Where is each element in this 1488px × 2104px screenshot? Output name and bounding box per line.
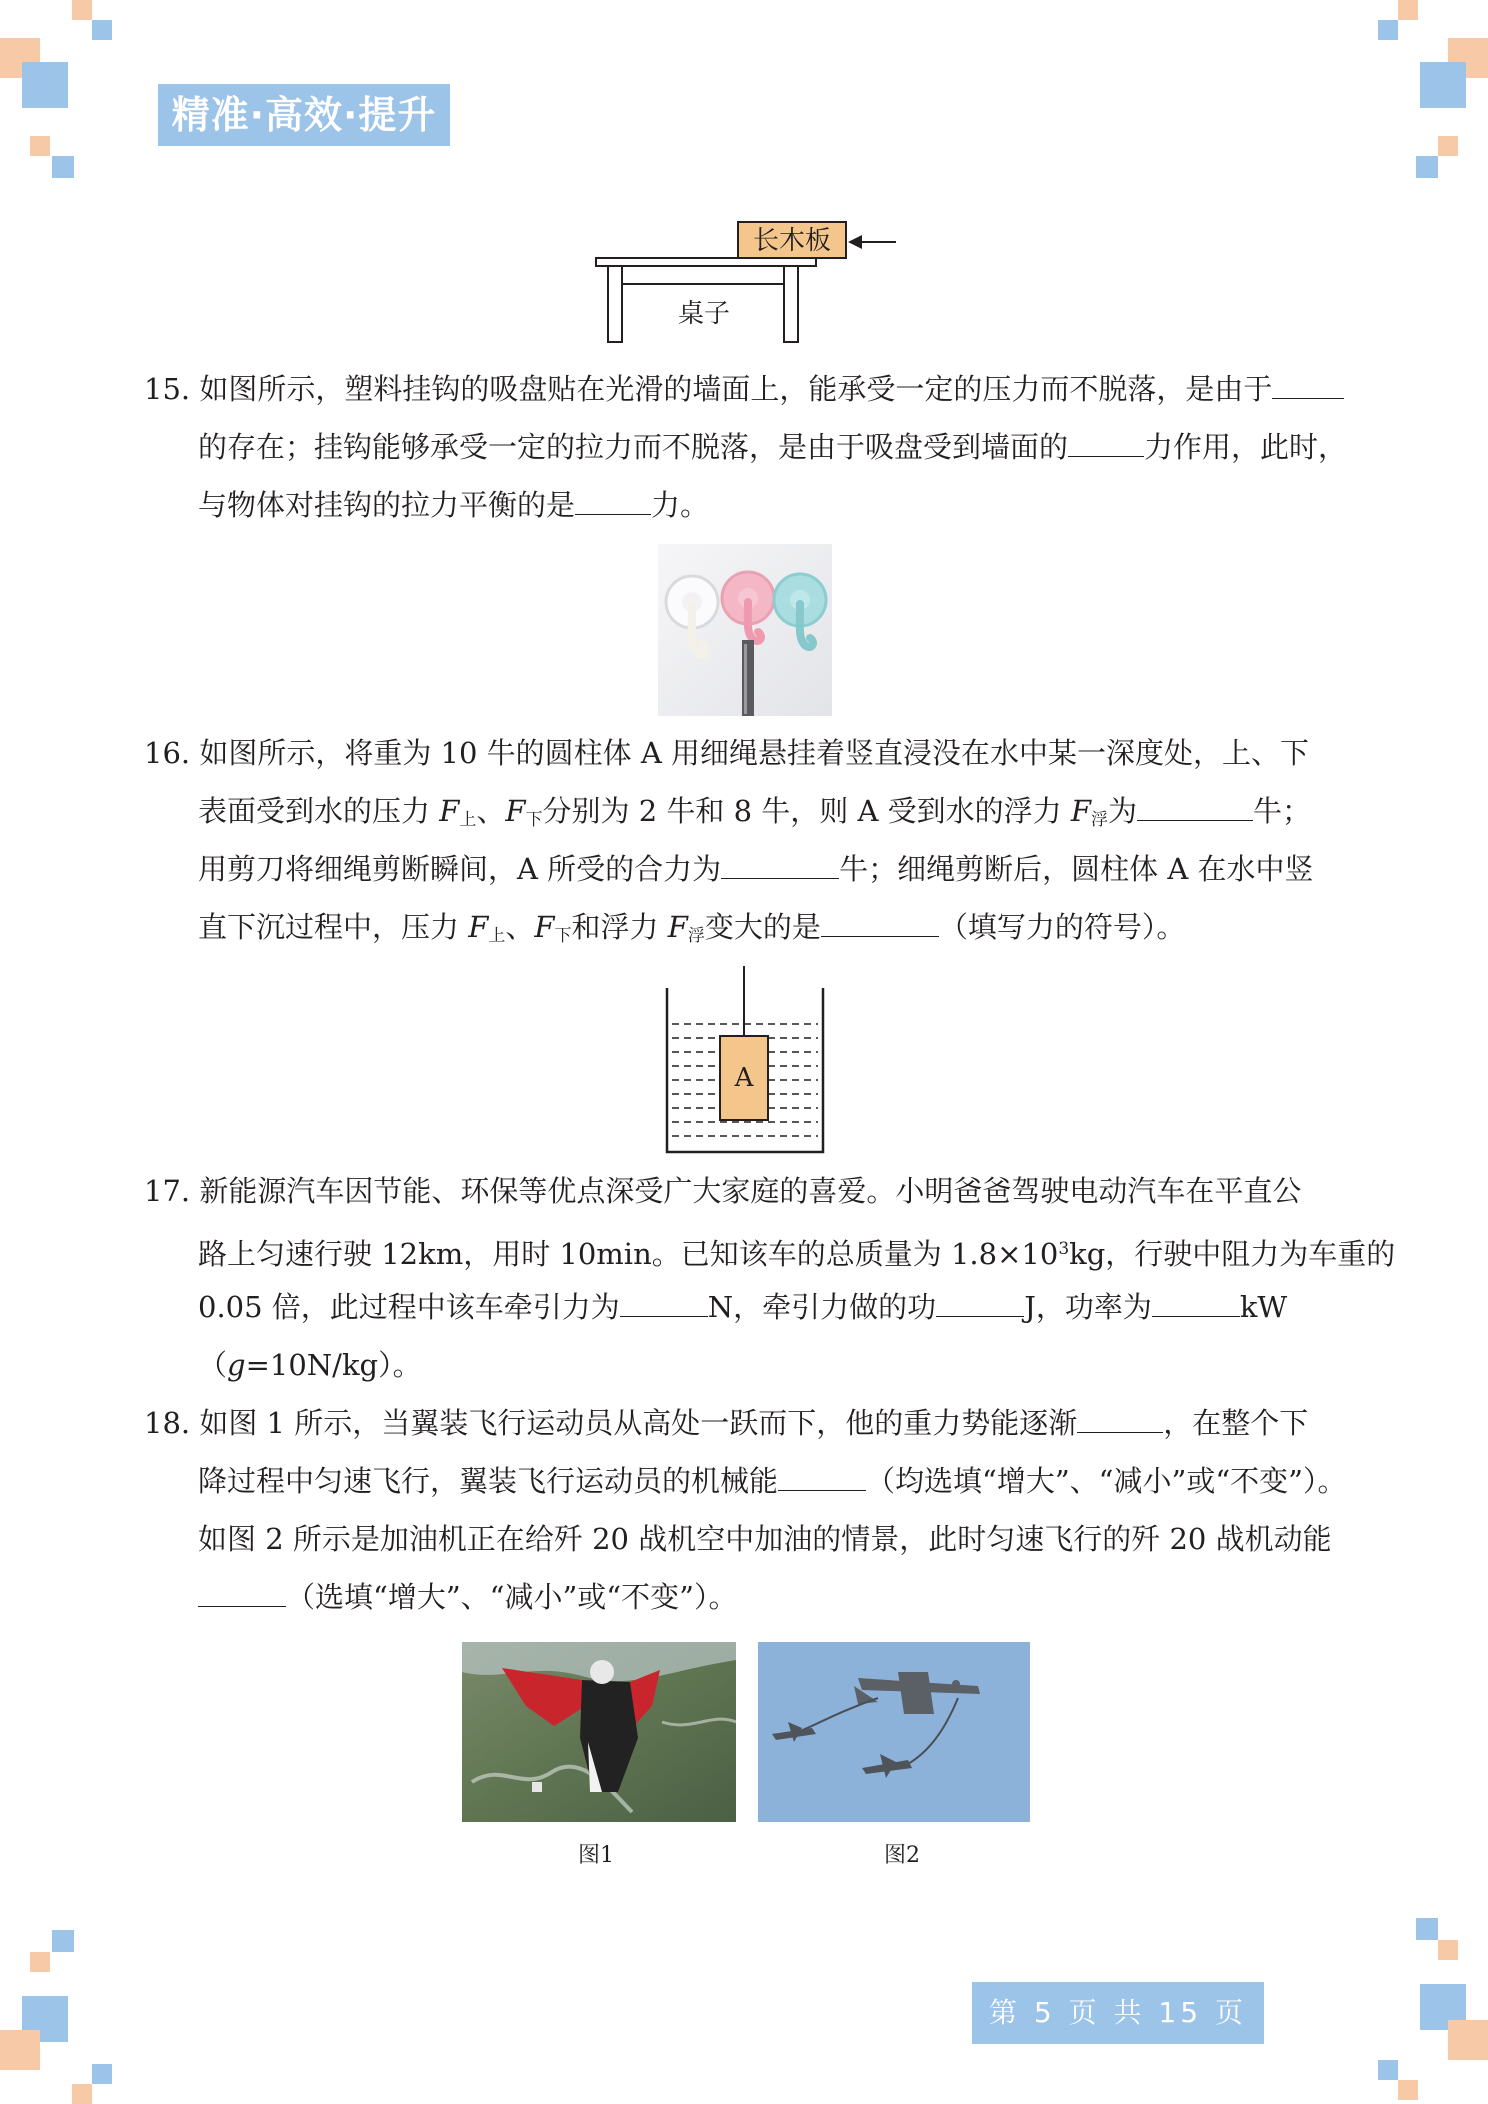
q15-blank-2 <box>1068 422 1144 457</box>
q16-blank-1 <box>1137 786 1253 821</box>
question-15: 15. 如图所示，塑料挂钩的吸盘贴在光滑的墙面上，能承受一定的压力而不脱落，是由于 的存在；挂钩能够承受一定的拉力而不脱落，是由于吸盘受到墙面的 力作用，此时， 与物体对挂钩的拉力平衡的是 力。 <box>144 360 1354 534</box>
board-on-table-figure <box>590 218 910 348</box>
q17-blank-2 <box>936 1282 1024 1317</box>
table-label: 桌子 <box>677 299 731 329</box>
q18-blank-2 <box>778 1456 866 1491</box>
q18-blank-3 <box>198 1572 286 1607</box>
cylinder-a-label: A <box>734 1063 754 1093</box>
q18-blank-1 <box>1077 1398 1163 1433</box>
question-18: 18. 如图 1 所示，当翼装飞行运动员从高处一跃而下，他的重力势能逐渐 ，在整个下 降过程中匀速飞行，翼装飞行运动员的机械能 （均选填“增大”、“减小”或“不变”）。 如图 2 所示是加油机正在给歼 20 战机空中加油的情景，此时匀速飞行的歼 20 战机动能 （选填“增大”、“减小”或“不变”）。 <box>144 1394 1354 1626</box>
header-banner: 精准·高效·提升 <box>158 84 450 146</box>
question-16: 16. 如图所示，将重为 10 牛的圆柱体 A 用细绳悬挂着竖直浸没在水中某一深度处，上、下 表面受到水的压力 $F_上$、$F_下$分别为 2 牛和 8 牛，则 A 受到水的浮力 $F_浮$为 牛； 用剪刀将细绳剪断瞬间，A 所受的合力为 牛；细绳剪断后，圆柱体 A 在水中竖 直下沉过程中，压力 $F_上$、$F_下$和浮力 $F_浮$变大的是 （填写力的符号）。 <box>144 736 1314 946</box>
q15-blank-1 <box>1272 364 1344 399</box>
suction-hooks-photo <box>658 544 832 716</box>
push-arrow <box>848 235 862 249</box>
q16-blank-3 <box>821 902 939 937</box>
aerial-refueling-photo <box>758 1642 1030 1822</box>
q17-blank-1 <box>620 1282 708 1317</box>
figure-2-caption: 图2 <box>884 1843 920 1868</box>
figure-1-caption: 图1 <box>578 1843 614 1868</box>
q17-blank-3 <box>1152 1282 1240 1317</box>
question-17: 17. 新能源汽车因节能、环保等优点深受广大家庭的喜爱。小明爸爸驾驶电动汽车在平直公 路上匀速行驶 12km，用时 10min。已知该车的总质量为 $1.8\times 10^3kg$，行驶中阻力为车重的 0.05 倍，此过程中该车牵引力为 N，牵引力做的功 J，功率为 kW （g=10N/kg）。 <box>144 1174 1396 1382</box>
q15-blank-3 <box>575 480 651 515</box>
long-board-label: 长木板 <box>752 226 832 256</box>
q16-blank-2 <box>721 844 839 879</box>
cylinder-in-water-figure <box>664 966 826 1156</box>
wingsuit-flyer-photo <box>462 1642 736 1822</box>
page-number-footer: 第 5 页 共 15 页 <box>972 1982 1264 2044</box>
